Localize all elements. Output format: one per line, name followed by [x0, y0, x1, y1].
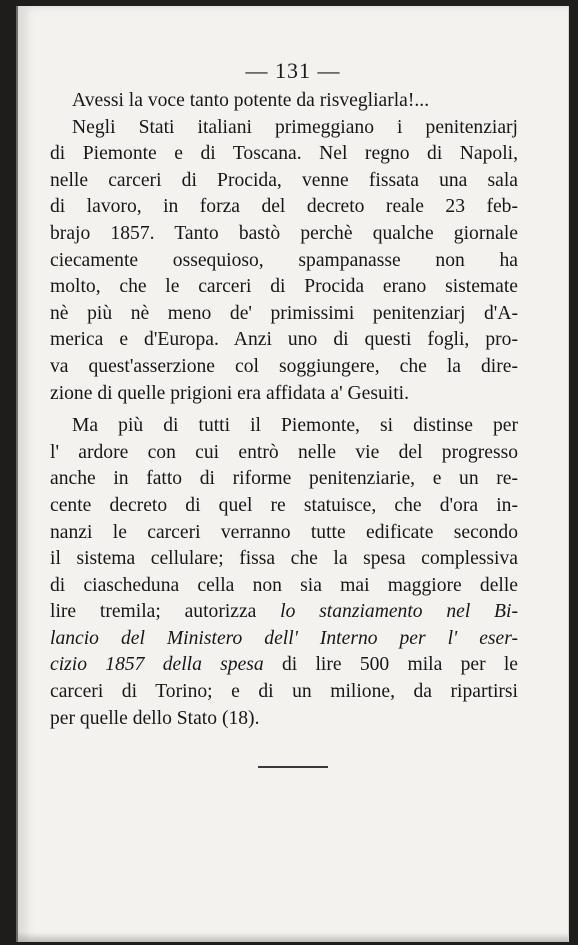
paragraph-1-line-1: Avessi la voce tanto potente da risvegliarla!...	[72, 90, 430, 111]
paragraph-3-line-12: per quelle dello Stato (18).	[50, 707, 260, 729]
paragraph-3-line-1: Ma più di tutti il Piemonte, si distinse per	[72, 415, 518, 437]
paragraph-2-line-4: di lavoro, in forza del decreto reale 23 feb-	[50, 196, 518, 218]
end-rule-divider	[258, 766, 328, 768]
paragraph-3-line-8-roman: lire tremila; autorizza	[50, 601, 281, 623]
paragraph-2-line-8: nè più nè meno de' primissimi penitenziarj d'A-	[50, 302, 518, 324]
page-number: — 131 —	[245, 58, 341, 83]
paragraph-3-line-2: l' ardore con cui entrò nelle vie del progresso	[50, 441, 518, 463]
paragraph-3-line-10-italic: cizio 1857 della spesa	[50, 654, 264, 676]
paragraph-3-line-3: anche in fatto di riforme penitenziarie, e un re-	[50, 468, 518, 490]
paragraph-3-line-10-roman: di lire 500 mila per le	[263, 654, 518, 676]
paragraph-2-line-9: merica e d'Europa. Anzi uno di questi fogli, pro-	[50, 329, 518, 351]
paragraph-2-line-6: ciecamente ossequioso, spampanasse non ha	[50, 249, 518, 271]
paragraph-2-line-2: di Piemonte e di Toscana. Nel regno di Napoli,	[50, 143, 518, 165]
paragraph-3-line-9-italic: lancio del Ministero dell' Interno per l' eser-	[50, 627, 518, 649]
paragraph-2-line-10: va quest'asserzione col soggiungere, che la dire-	[50, 355, 518, 377]
paragraph-3-line-5: nanzi le carceri verranno tutte edificate secondo	[50, 521, 518, 543]
paragraph-2-line-1: Negli Stati italiani primeggiano i penitenziarj	[72, 116, 518, 138]
paragraph-3-line-4: cente decreto di quel re statuisce, che d'ora in-	[50, 494, 518, 516]
body-text	[50, 88, 518, 732]
paragraph-3-line-11: carceri di Torino; e di un milione, da ripartirsi	[50, 681, 518, 703]
paragraph-2-line-7: molto, che le carceri di Procida erano sistemate	[50, 276, 518, 298]
paragraph-2-line-11: zione di quelle prigioni era affidata a' Gesuiti.	[50, 382, 409, 404]
paragraph-3-line-9	[50, 626, 518, 653]
paragraph-2-line-3: nelle carceri di Procida, venne fissata una sala	[50, 169, 518, 191]
paragraph-2-line-5: brajo 1857. Tanto bastò perchè qualche giornale	[50, 222, 518, 244]
book-page	[16, 6, 569, 942]
paragraph-3-line-8-italic: lo stanziamento nel Bi-	[280, 601, 518, 623]
paragraph-3-line-7: di ciascheduna cella non sia mai maggiore delle	[50, 574, 518, 596]
paragraph-3-line-10	[50, 652, 518, 679]
paragraph-3-line-6: il sistema cellulare; fissa che la spesa complessiva	[50, 548, 518, 570]
page-bottom-shadow	[18, 932, 568, 942]
paragraph-3-line-8	[50, 599, 518, 626]
